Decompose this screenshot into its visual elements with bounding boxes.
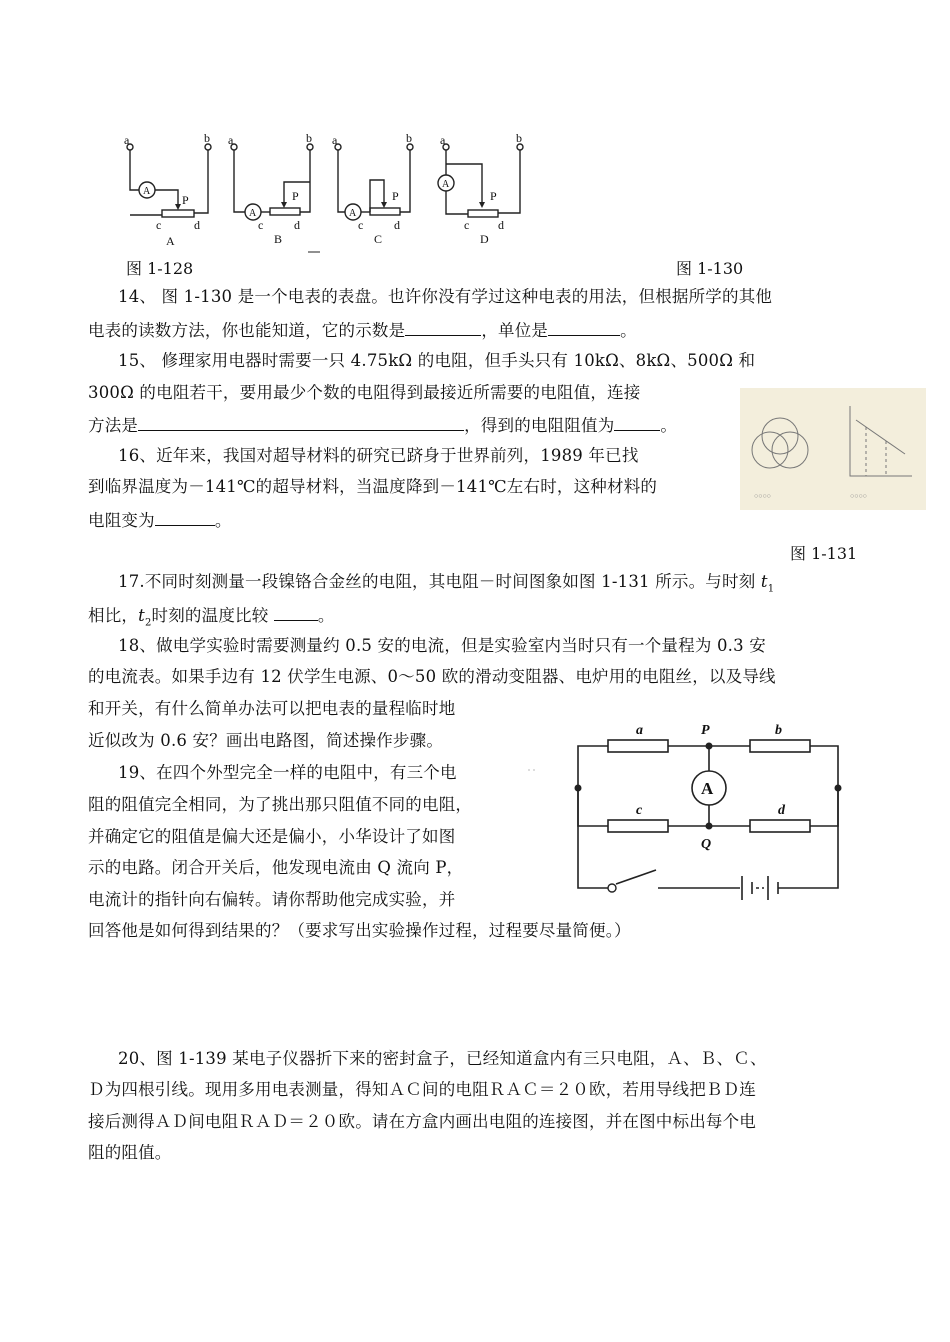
resistor-a-label: a — [636, 723, 643, 738]
q16-line-2: 到临界温度为－141℃的超导材料，当温度降到－141℃左右时，这种材料的 — [88, 477, 658, 496]
q16-text-a: 电阻变为 — [88, 511, 155, 530]
q14-blank-unit — [548, 319, 620, 336]
q14-text-a: 电表的读数方法，你也能知道，它的示数是 — [88, 321, 406, 340]
panel-a-slider: P — [182, 193, 189, 207]
q15-text-a: 方法是 — [88, 416, 139, 435]
q15-line-2: 300Ω 的电阻若干，要用最少个数的电阻得到最接近所需要的电阻值，连接 — [88, 383, 641, 402]
node-q-label: Q — [701, 837, 712, 852]
q19-line-5: 电流计的指针向右偏转。请你帮助他完成实验，并 — [88, 890, 456, 909]
q17-line-1 — [118, 572, 774, 599]
q14-line-2 — [88, 319, 637, 341]
q14-text-b: ，单位是 — [481, 321, 549, 340]
q18-line-4: 近似改为 0.6 安？画出电路图，简述操作步骤。 — [88, 731, 444, 750]
panel-a-end-b: b — [204, 132, 210, 145]
panel-a-meter: A — [143, 186, 151, 197]
figure-1-128 — [112, 132, 532, 257]
q19-line-3: 并确定它的阻值是偏大还是偏小，小华设计了如图 — [88, 827, 456, 846]
q17-text-d: 。 — [317, 606, 335, 625]
resistor-c-label: c — [636, 803, 643, 818]
panel-b-end-a: a — [228, 133, 234, 147]
q15-blank-value — [614, 414, 660, 431]
q19-line-4: 示的电路。闭合开关后，他发现电流由 Q 流向 P， — [88, 858, 464, 877]
resistor-d-label: d — [778, 803, 785, 818]
q19-line-1: 19、在四个外型完全一样的电阻中，有三个电 — [118, 763, 457, 782]
q16-blank — [155, 509, 215, 526]
figure-1-131 — [740, 388, 926, 510]
panel-a-pin-c: c — [156, 218, 162, 232]
q16-line-1: 16、近年来，我国对超导材料的研究已跻身于世界前列，1989 年已找 — [118, 446, 639, 465]
panel-b-pin-c: c — [258, 218, 264, 232]
panel-b-pin-d: d — [294, 218, 300, 232]
q17-t2: t — [138, 606, 145, 625]
panel-b-slider: P — [292, 189, 299, 203]
panel-c-pin-c: c — [358, 218, 364, 232]
q15-line-1: 15、 修理家用电器时需要一只 4.75kΩ 的电阻，但手头只有 10kΩ、8kΩ、500Ω 和 — [118, 351, 756, 370]
panel-d-slider: P — [490, 189, 497, 203]
q17-text-c: 时刻的温度比较 — [151, 606, 274, 625]
q17-text-b: 相比， — [88, 606, 139, 625]
q17-blank — [274, 604, 318, 621]
q18-line-1: 18、做电学实验时需要测量约 0.5 安的电流，但是实验室内当时只有一个量程为 0.3 安 — [118, 636, 766, 655]
panel-b-label: B — [274, 232, 283, 246]
q17-t1: t — [760, 572, 768, 591]
q20-line-1: 20、图 1-139 某电子仪器折下来的密封盒子，已经知道盒内有三只电阻，Ａ、Ｂ、Ｃ、 — [118, 1049, 767, 1068]
q14-text-c: 。 — [620, 321, 637, 340]
panel-a-label: A — [166, 234, 175, 248]
panel-c-slider: P — [392, 189, 399, 203]
q15-text-b: ，得到的电阻阻值为 — [464, 416, 615, 435]
q15-blank-method — [138, 414, 464, 431]
q20-line-2: Ｄ为四根引线。现用多用电表测量，得知ＡＣ间的电阻ＲＡＣ＝２０欧，若用导线把ＢＤ连 — [88, 1080, 756, 1099]
node-p-label: P — [701, 723, 710, 738]
resistor-b-label: b — [775, 723, 782, 738]
panel-d-end-a: a — [440, 133, 446, 147]
q14-line-1: 14、 图 1-130 是一个电表的表盘。也许你没有学过这种电表的用法，但根据所学的其他 — [118, 287, 773, 306]
panel-c-pin-d: d — [394, 218, 400, 232]
q20-line-4: 阻的阻值。 — [88, 1143, 172, 1162]
q18-line-2: 的电流表。如果手边有 12 伏学生电源、0～50 欧的滑动变阻器、电炉用的电阻丝，以及导线 — [88, 667, 776, 686]
figure-1-131-caption: 图 1-131 — [790, 544, 858, 563]
panel-c-end-b: b — [406, 132, 412, 145]
panel-d-meter: A — [442, 179, 450, 190]
q14-blank-reading — [405, 319, 481, 336]
figure-1-128-caption: 图 1-128 — [126, 259, 194, 278]
q15-line-3 — [88, 414, 677, 436]
q20-line-3: 接后测得ＡＤ间电阻ＲＡＤ＝２０欧。请在方盒内画出电阻的连接图，并在图中标出每个电 — [88, 1112, 756, 1131]
svg-text:○○○○: ○○○○ — [754, 492, 771, 500]
panel-d-end-b: b — [516, 132, 522, 145]
svg-text:○○○○: ○○○○ — [850, 492, 867, 500]
q17-line-2 — [88, 604, 335, 633]
panel-b-end-b: b — [306, 132, 312, 145]
q15-text-c: 。 — [660, 416, 678, 435]
q16-line-3 — [88, 509, 232, 531]
q19-line-6: 回答他是如何得到结果的？（要求写出实验操作过程，过程要尽量简便。） — [88, 921, 631, 940]
q17-t1-sub: 1 — [767, 583, 775, 595]
panel-a-end-a: a — [124, 133, 130, 147]
panel-d-pin-c: c — [464, 218, 470, 232]
q17-text-a: 17.不同时刻测量一段镍铬合金丝的电阻，其电阻－时间图象如图 1-131 所示。与时刻 — [118, 572, 761, 591]
panel-c-label: C — [374, 232, 383, 246]
panel-a-pin-d: d — [194, 218, 200, 232]
panel-d-pin-d: d — [498, 218, 504, 232]
panel-c-end-a: a — [332, 133, 338, 147]
q18-line-3: 和开关，有什么简单办法可以把电表的量程临时地 — [88, 699, 456, 718]
figure-1-130-caption: 图 1-130 — [676, 259, 744, 278]
panel-c-meter: A — [349, 208, 357, 219]
q17-t2-sub: 2 — [144, 617, 152, 629]
panel-d-label: D — [480, 232, 489, 246]
panel-b-meter: A — [249, 208, 257, 219]
q16-text-b: 。 — [214, 511, 232, 530]
ammeter-label: A — [701, 779, 714, 798]
bridge-circuit-figure — [528, 718, 873, 900]
q19-line-2: 阻的阻值完全相同，为了挑出那只阻值不同的电阻， — [88, 795, 473, 814]
